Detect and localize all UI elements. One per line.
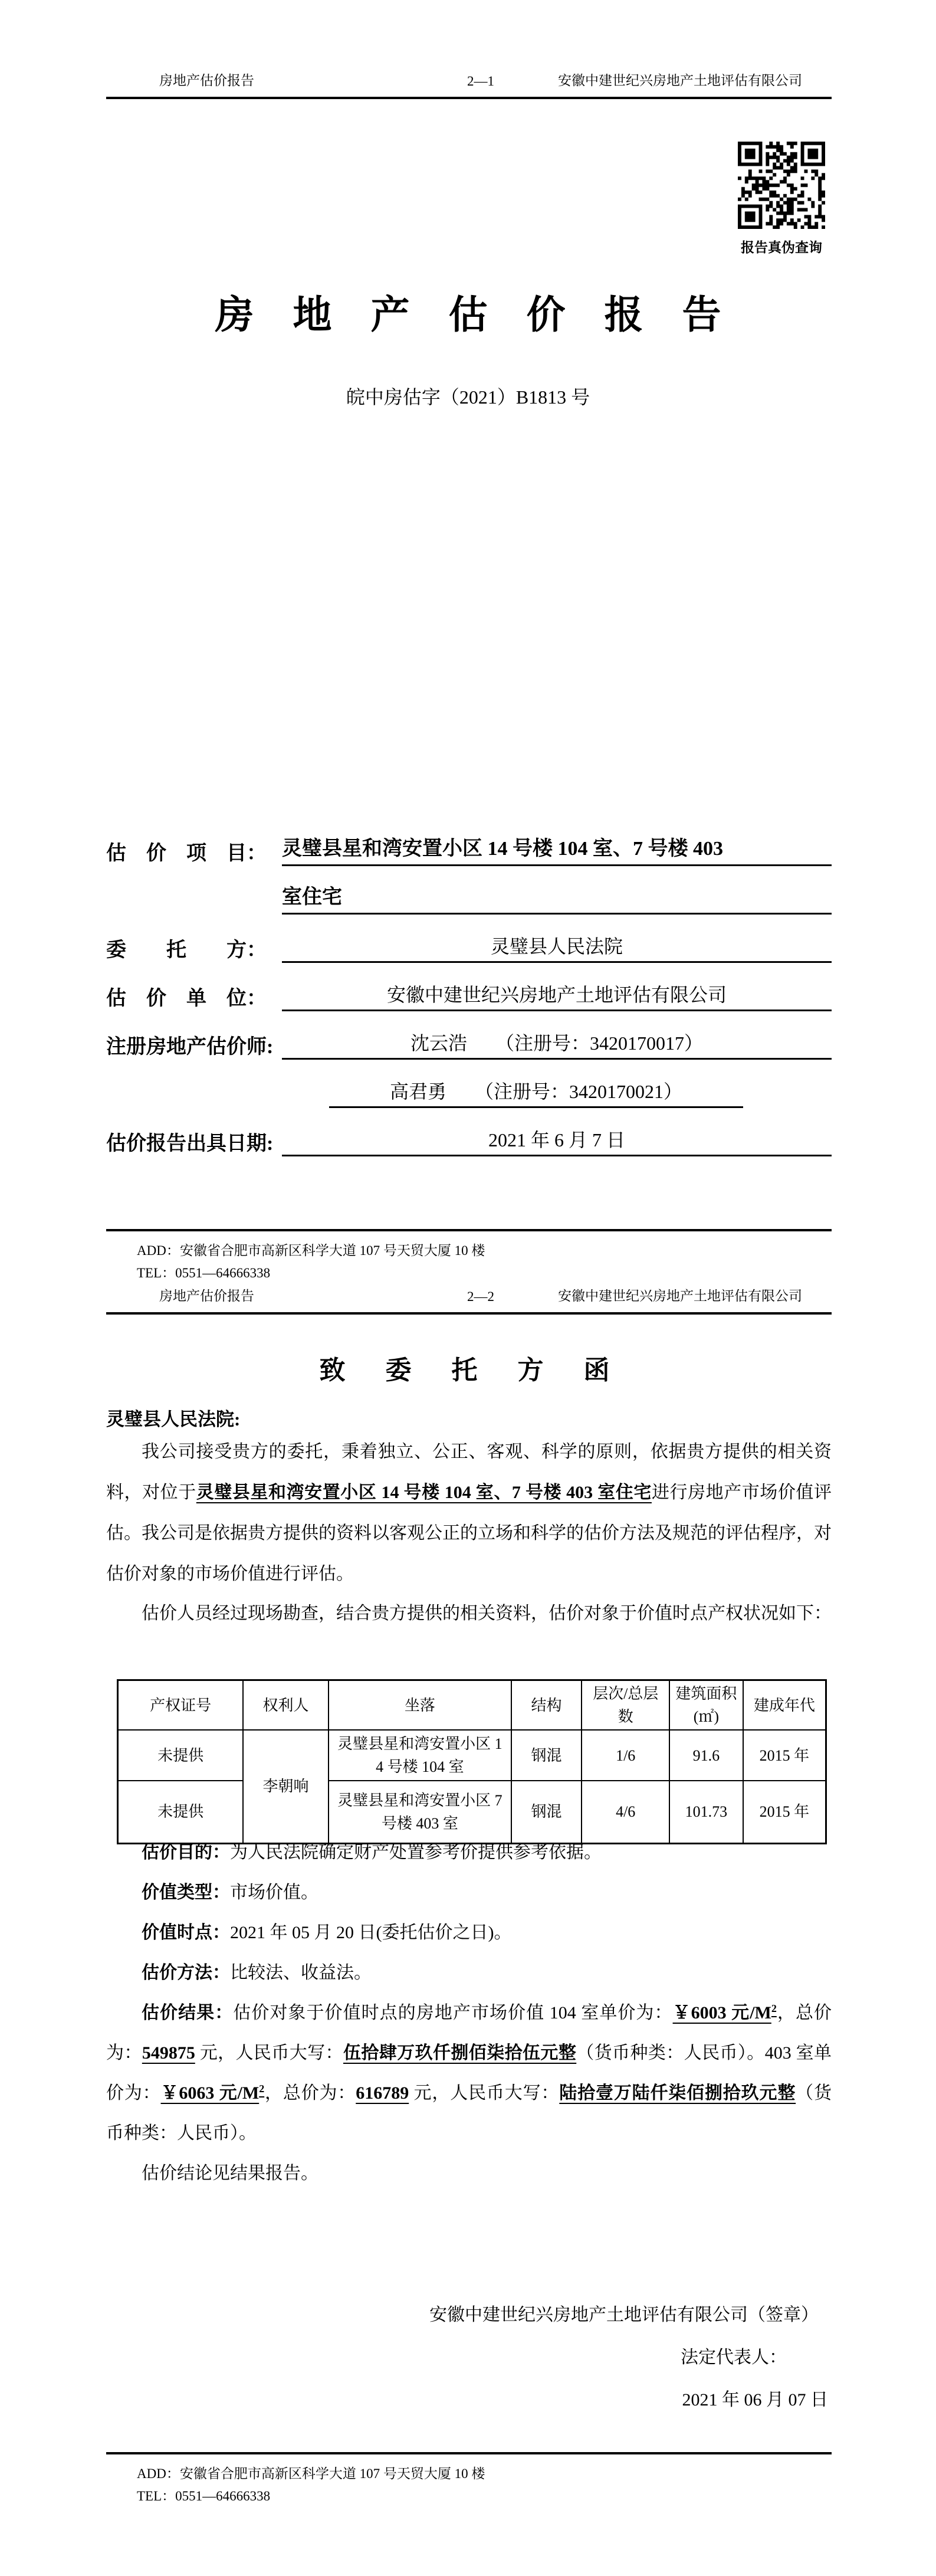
field-appraiser1-value: 沈云浩 （注册号：3420170017） [282,1031,832,1060]
item-result [106,1993,832,2154]
header-doc-type: 房地产估价报告 [159,1289,254,1303]
table-row [118,1730,826,1781]
item-closing: 估价结论见结果报告。 [142,2164,318,2183]
cell-owner: 李朝响 [243,1730,329,1843]
cell-location: 灵璧县星和湾安置小区 7 号楼 403 室 [329,1781,511,1843]
footer-phone: TEL：0551—64666338 [137,1266,271,1280]
paragraph-rich-text: 我公司接受贵方的委托，秉着独立、公正、客观、科学的原则，依据贵方提供的相关资料，对位于灵璧县星和湾安置小区 14 号楼 104 室、7 号楼 403 室住宅进行房地产市场价值评估。我公司是依据贵方提供的资料以客观公正的立场和科学的估价方法及规范的评估程序，对估价对象的市场价值进行评估。 [106,1442,832,1584]
item-value-date [106,1913,832,1953]
page1-running-header [106,70,832,99]
item-text: 2021 年 05 月 20 日(委托估价之日)。 [230,1923,512,1942]
field-appraiser-2 [106,1060,832,1108]
cell-floor: 1/6 [582,1730,669,1781]
field-project-label: 估 价 项 目： [106,842,267,864]
signature-company: 安徽中建世纪兴房地产土地评估有限公司（签章） [429,2305,819,2325]
table-header-row [118,1680,826,1731]
footer-address: ADD：安徽省合肥市高新区科学大道 107 号天贸大厦 10 楼 [137,2466,485,2481]
field-client-label: 委 托 方： [106,939,267,961]
item-label: 估价结果： [142,2003,234,2023]
cell-floor: 4/6 [582,1781,669,1843]
report-number: 皖中房估字（2021）B1813 号 [346,386,590,408]
signature-block [106,2294,832,2421]
field-appraiser-1 [106,1011,832,1060]
page2-running-header [106,1285,832,1315]
field-client-value: 灵璧县人民法院 [282,935,832,963]
header-company-name: 安徽中建世纪兴房地产土地评估有限公司 [558,73,802,88]
footer-phone: TEL：0551—64666338 [137,2489,271,2503]
col-floor: 层次/总层数 [582,1680,669,1731]
item-purpose [106,1833,832,1873]
item-label: 估价方法： [142,1963,230,1982]
header-page-number: 2—2 [467,1289,494,1304]
item-text: 比较法、收益法。 [230,1963,372,1982]
header-company-name: 安徽中建世纪兴房地产土地评估有限公司 [558,1289,802,1303]
col-location: 坐落 [329,1680,511,1731]
col-structure: 结构 [511,1680,582,1731]
item-label: 价值时点： [142,1923,230,1942]
col-owner: 权利人 [243,1680,329,1731]
qr-block [738,142,825,256]
field-agency-value: 安徽中建世纪兴房地产土地评估有限公司 [282,983,832,1011]
signature-date: 2021 年 06 月 07 日 [682,2390,828,2410]
field-date-label: 估价报告出具日期: [106,1132,274,1155]
letter-addressee: 灵璧县人民法院: [106,1409,241,1430]
field-project-value-line1: 灵璧县星和湾安置小区 14 号楼 104 室、7 号楼 403 [282,837,832,867]
cell-area: 101.73 [669,1781,743,1843]
cell-year: 2015 年 [743,1781,826,1843]
cell-area: 91.6 [669,1730,743,1781]
cell-cert: 未提供 [118,1781,244,1843]
cell-year: 2015 年 [743,1730,826,1781]
letter-title: 致 委 托 方 函 [319,1356,617,1385]
field-issue-date [106,1108,832,1156]
field-project-continuation [106,866,832,915]
cell-structure: 钢混 [511,1781,582,1843]
header-doc-type: 房地产估价报告 [159,73,254,88]
item-text: 为人民法院确定财产处置参考价提供参考依据。 [230,1843,602,1862]
item-method [106,1953,832,1993]
field-client [106,915,832,963]
field-project-value-line2: 室住宅 [282,885,832,915]
cell-structure: 钢混 [511,1730,582,1781]
report-title: 房 地 产 估 价 报 告 [215,294,721,337]
qr-caption: 报告真伪查询 [741,240,822,255]
letter-paragraph-2: 估价人员经过现场勘查，结合贵方提供的相关资料，估价对象于价值时点产权状况如下： [142,1604,832,1623]
cover-fields [106,818,832,1156]
col-year: 建成年代 [743,1680,826,1731]
field-project [106,818,832,866]
item-label: 估价目的： [142,1843,230,1862]
page1-footer [106,1229,832,1284]
field-appraiser2-value: 高君勇 （注册号：3420170021） [329,1080,743,1108]
page2-footer [106,2452,832,2508]
field-agency [106,963,832,1011]
cell-cert: 未提供 [118,1730,244,1781]
item-label: 价值类型： [142,1883,230,1902]
property-table [117,1679,827,1844]
signature-legal-rep: 法定代表人： [681,2348,787,2367]
item-text: 市场价值。 [230,1883,318,1902]
field-appraiser-label: 注册房地产估价师: [106,1035,274,1058]
appraisal-items [106,1833,832,2194]
header-page-number: 2—1 [467,74,494,89]
footer-address: ADD：安徽省合肥市高新区科学大道 107 号天贸大厦 10 楼 [137,1243,485,1258]
item-value-type [106,1873,832,1913]
field-date-value: 2021 年 6 月 7 日 [282,1128,832,1156]
letter-paragraph-1 [106,1431,832,1594]
col-cert-no: 产权证号 [118,1680,244,1731]
qr-code [738,142,825,229]
field-agency-label: 估 价 单 位： [106,987,267,1010]
cell-location: 灵璧县星和湾安置小区 14 号楼 104 室 [329,1730,511,1781]
item-result-rich-text: 估价对象于价值时点的房地产市场价值 104 室单价为：￥6003 元$/M^2$，总价为：549875 元，人民币大写：伍拾肆万玖仟捌佰柒拾伍元整（货币种类：人民币）。403 室单价为：￥6063 元$/M^2$，总价为：616789 元，人民币大写：陆拾壹万陆仟柒佰捌拾玖元整（货币种类：人民币）。 [106,2003,832,2143]
col-area: 建筑面积(㎡) [669,1680,743,1731]
